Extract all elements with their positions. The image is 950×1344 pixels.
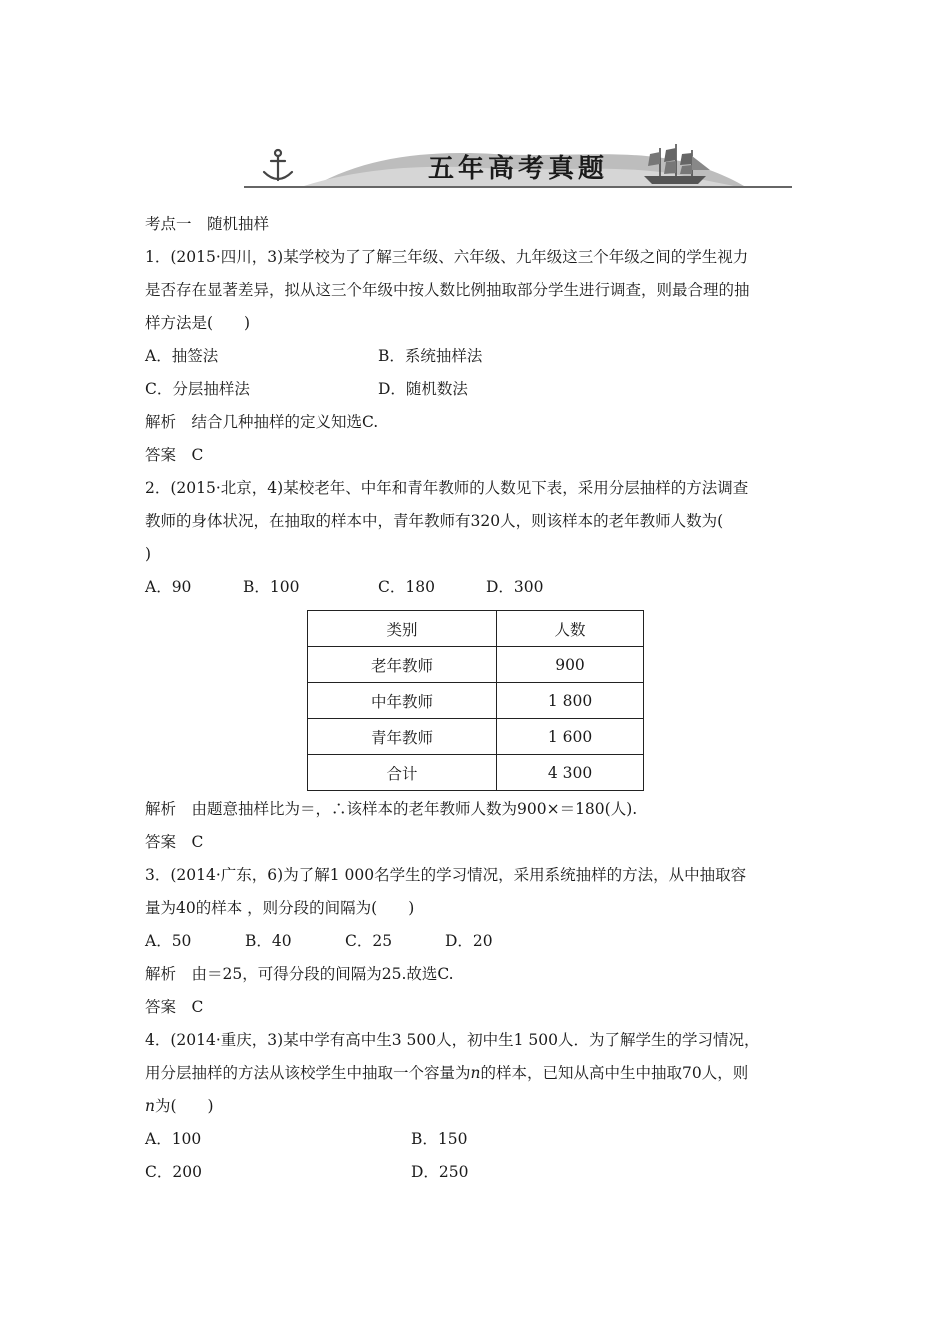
table-header-cell: 人数 — [497, 611, 644, 647]
question-line: ) — [145, 545, 152, 563]
variable-n: n — [470, 1064, 481, 1082]
option-d: D．250 — [411, 1163, 469, 1181]
options-row — [145, 925, 815, 958]
question-text: 用分层抽样的方法从该校学生中抽取一个容量为 — [145, 1064, 471, 1082]
question-line: 4．(2014·重庆，3)某中学有高中生3 500人，初中生1 500人．为了解学生的学习情况， — [145, 1031, 760, 1049]
table-row — [308, 647, 644, 683]
table-cell: 合计 — [308, 755, 497, 791]
option-a: A．90 — [145, 578, 192, 596]
option-d: D．300 — [486, 578, 544, 596]
option-d: D．20 — [445, 932, 493, 950]
option-b: B．150 — [411, 1130, 468, 1148]
analysis-text: 解析 由题意抽样比为＝，∴该样本的老年教师人数为900×＝180(人). — [145, 800, 638, 818]
option-a: A．50 — [145, 932, 192, 950]
options-row — [145, 340, 815, 373]
banner-title: 五年高考真题 — [427, 154, 608, 184]
option-a: A．抽签法 — [145, 347, 219, 365]
options-row — [145, 1156, 815, 1189]
option-c: C．200 — [145, 1163, 202, 1181]
table-row — [308, 755, 644, 791]
answer-text: 答案 C — [145, 833, 204, 851]
question-line: 2．(2015·北京，4)某校老年、中年和青年教师的人数见下表，采用分层抽样的方法调查 — [145, 479, 749, 497]
question-line: 样方法是( ) — [145, 314, 251, 332]
table-cell: 老年教师 — [308, 647, 497, 683]
analysis-text: 解析 结合几种抽样的定义知选C. — [145, 413, 379, 431]
section-banner — [244, 140, 792, 194]
question-line: 1．(2015·四川，3)某学校为了了解三年级、六年级、九年级这三个年级之间的学生视力 — [145, 248, 749, 266]
teacher-count-table — [307, 610, 644, 791]
analysis-text: 解析 由＝25，可得分段的间隔为25.故选C. — [145, 965, 454, 983]
question-line: 3．(2014·广东，6)为了解1 000名学生的学习情况，采用系统抽样的方法，从中抽取容 — [145, 866, 747, 884]
table-cell: 4 300 — [497, 755, 644, 791]
question-line — [145, 1090, 815, 1123]
table-cell: 1 600 — [497, 719, 644, 755]
option-b: B．100 — [243, 578, 300, 596]
options-row — [145, 571, 815, 604]
option-b: B．系统抽样法 — [378, 347, 483, 365]
option-a: A．100 — [145, 1130, 202, 1148]
option-c: C．25 — [345, 932, 393, 950]
option-c: C．180 — [378, 578, 435, 596]
option-c: C．分层抽样法 — [145, 380, 250, 398]
question-2 — [145, 472, 815, 859]
question-line: 量为40的样本 ，则分段的间隔为( ) — [145, 899, 415, 917]
answer-text: 答案 C — [145, 998, 204, 1016]
question-text: 为( ) — [154, 1097, 214, 1115]
options-row — [145, 373, 815, 406]
question-3 — [145, 859, 815, 1024]
option-b: B．40 — [245, 932, 292, 950]
options-row — [145, 1123, 815, 1156]
table-cell: 青年教师 — [308, 719, 497, 755]
table-row — [308, 719, 644, 755]
question-1 — [145, 241, 815, 472]
table-header-row — [308, 611, 644, 647]
topic-heading: 考点一 随机抽样 — [145, 215, 270, 233]
question-text: 的样本，已知从高中生中抽取70人，则 — [480, 1064, 749, 1082]
answer-text: 答案 C — [145, 446, 204, 464]
table-cell: 900 — [497, 647, 644, 683]
table-row — [308, 683, 644, 719]
question-line: 是否存在显著差异，拟从这三个年级中按人数比例抽取部分学生进行调查，则最合理的抽 — [145, 281, 750, 299]
option-d: D．随机数法 — [378, 380, 468, 398]
table-cell: 中年教师 — [308, 683, 497, 719]
table-cell: 1 800 — [497, 683, 644, 719]
variable-n: n — [145, 1097, 155, 1115]
question-4 — [145, 1024, 815, 1189]
question-line — [145, 1057, 815, 1090]
question-line: 教师的身体状况，在抽取的样本中，青年教师有320人，则该样本的老年教师人数为( — [145, 512, 724, 530]
document-body — [145, 208, 815, 1189]
table-header-cell: 类别 — [308, 611, 497, 647]
